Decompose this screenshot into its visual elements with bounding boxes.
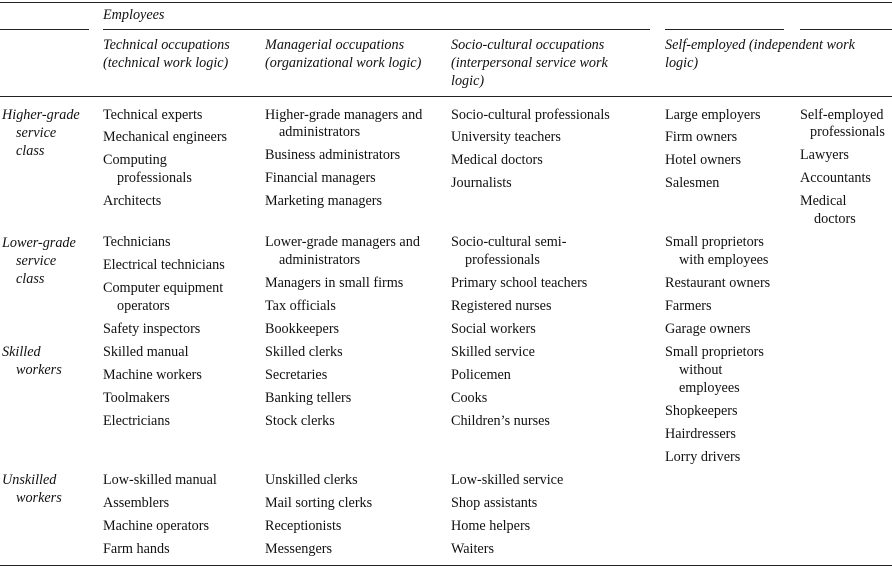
cell-entry: Machine workers (103, 367, 202, 383)
cell-entry: Shop assistants (451, 495, 538, 511)
employees-group-header: Employees (103, 7, 165, 23)
cell-entry: Cooks (451, 390, 488, 406)
cell-entry: Lorry drivers (665, 449, 741, 465)
cell-entry: Medical doctors (451, 152, 543, 168)
cell-entry: Higher-grade managers and (265, 107, 423, 123)
header-line: Technical occupations (103, 37, 230, 53)
row-label-line: workers (16, 490, 62, 506)
cell-entry: Socio-cultural semi- (451, 234, 567, 250)
header-line: logic) (665, 55, 699, 71)
cell-entry: Secretaries (265, 367, 328, 383)
cell-entry: Messengers (265, 541, 332, 557)
cell-entry: Stock clerks (265, 413, 335, 429)
cell-entry-cont: administrators (279, 124, 361, 140)
cell-entry: Medical (800, 193, 847, 209)
row-label-skilled (2, 343, 62, 379)
stub-rule (0, 29, 89, 30)
header-rule (0, 96, 892, 97)
header-managerial (265, 36, 421, 72)
row-label-line: workers (16, 362, 62, 378)
cell-entry-cont: operators (117, 298, 170, 314)
cell-entry: Salesmen (665, 175, 720, 191)
cell-entry: Self-employed (800, 107, 884, 123)
cell-entry: Safety inspectors (103, 321, 201, 337)
cell-entry: Machine operators (103, 518, 209, 534)
employees-rule (103, 29, 650, 30)
row-label-line: Higher-grade (2, 107, 80, 123)
cell-entry: Shopkeepers (665, 403, 738, 419)
cell-entry: Hairdressers (665, 426, 736, 442)
row-label-line: Skilled (2, 344, 41, 360)
cell-entry-cont: employees (679, 380, 740, 396)
cell-entry: Socio-cultural professionals (451, 107, 610, 123)
cell-entry: Unskilled clerks (265, 472, 358, 488)
row-label-lower-grade (2, 234, 76, 288)
header-line: (interpersonal service work (451, 55, 608, 71)
row-label-line: Lower-grade (2, 235, 76, 251)
cell-entry: Farm hands (103, 541, 170, 557)
header-self-employed (665, 36, 855, 72)
cell-entry: Managers in small firms (265, 275, 404, 291)
header-line: Self-employed (independent work (665, 37, 855, 53)
cell-entry: Architects (103, 193, 162, 209)
cell-entry: Low-skilled manual (103, 472, 217, 488)
cell-entry: Financial managers (265, 170, 376, 186)
header-line: (organizational work logic) (265, 55, 422, 71)
self-rule-a (665, 29, 784, 30)
header-line: logic) (451, 73, 485, 89)
bottom-rule (0, 565, 892, 566)
cell-entry: Primary school teachers (451, 275, 588, 291)
cell-entry: Technical experts (103, 107, 203, 123)
row-label-higher-grade (2, 106, 80, 160)
row-label-line: Unskilled (2, 472, 57, 488)
header-technical (103, 36, 230, 72)
header-line: Managerial occupations (265, 37, 405, 53)
cell-entry: Large employers (665, 107, 761, 123)
row-label-line: service (16, 125, 57, 141)
cell-entry: Lawyers (800, 147, 849, 163)
cell-entry: Home helpers (451, 518, 531, 534)
header-socio-cultural (451, 36, 608, 90)
cell-entry: Registered nurses (451, 298, 552, 314)
cell-entry: Small proprietors (665, 344, 764, 360)
cell-entry: Policemen (451, 367, 511, 383)
cell-entry: Restaurant owners (665, 275, 771, 291)
cell-entry-cont: administrators (279, 252, 361, 268)
cell-entry: Skilled clerks (265, 344, 343, 360)
cell-entry: University teachers (451, 129, 561, 145)
cell-entry: Electrical technicians (103, 257, 225, 273)
cell-entry: Social workers (451, 321, 536, 337)
self-rule-b (800, 29, 892, 30)
cell-entry: Bookkeepers (265, 321, 340, 337)
cell-entry: Journalists (451, 175, 512, 191)
cell-entry: Electricians (103, 413, 170, 429)
row-label-unskilled (2, 471, 62, 507)
cell-entry: Banking tellers (265, 390, 352, 406)
cell-entry: Business administrators (265, 147, 401, 163)
cell-entry: Computing (103, 152, 167, 168)
cell-entry: Marketing managers (265, 193, 383, 209)
cell-entry: Mechanical engineers (103, 129, 228, 145)
cell-entry: Small proprietors (665, 234, 764, 250)
header-line: Socio-cultural occupations (451, 37, 605, 53)
cell-entry-cont: without (679, 362, 723, 378)
cell-entry-cont: doctors (814, 211, 856, 227)
cell-entry: Hotel owners (665, 152, 742, 168)
top-rule (0, 2, 892, 3)
cell-entry-cont: professionals (465, 252, 540, 268)
cell-entry-cont: professionals (117, 170, 192, 186)
row-label-line: service (16, 253, 57, 269)
row-label-line: class (16, 271, 45, 287)
cell-entry: Children’s nurses (451, 413, 550, 429)
cell-entry: Firm owners (665, 129, 738, 145)
cell-entry: Skilled manual (103, 344, 189, 360)
cell-entry: Technicians (103, 234, 171, 250)
cell-entry: Receptionists (265, 518, 342, 534)
cell-entry: Garage owners (665, 321, 751, 337)
cell-entry: Mail sorting clerks (265, 495, 373, 511)
cell-entry: Low-skilled service (451, 472, 564, 488)
cell-entry: Skilled service (451, 344, 535, 360)
cell-entry: Tax officials (265, 298, 336, 314)
cell-entry: Farmers (665, 298, 712, 314)
cell-entry: Computer equipment (103, 280, 224, 296)
cell-entry: Lower-grade managers and (265, 234, 420, 250)
cell-entry: Waiters (451, 541, 494, 557)
cell-entry: Toolmakers (103, 390, 170, 406)
cell-entry-cont: with employees (679, 252, 769, 268)
cell-entry: Accountants (800, 170, 871, 186)
cell-entry: Assemblers (103, 495, 170, 511)
cell-entry-cont: professionals (810, 124, 885, 140)
header-line: (technical work logic) (103, 55, 229, 71)
row-label-line: class (16, 143, 45, 159)
